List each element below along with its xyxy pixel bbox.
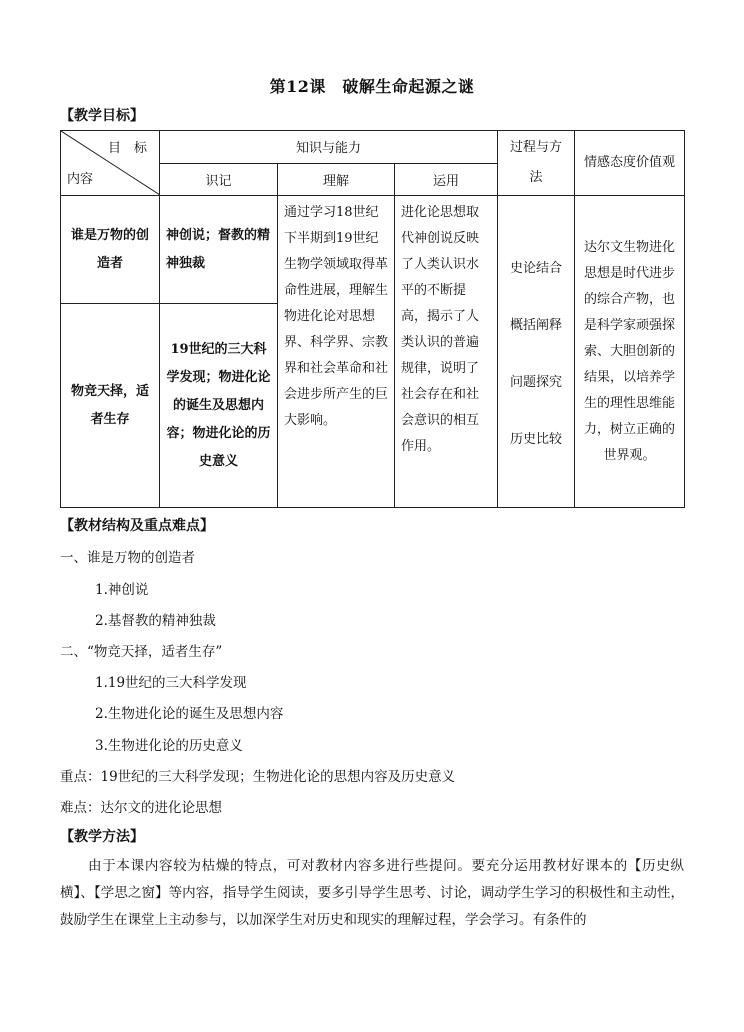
process-item: 问题探究 [510,374,563,390]
corner-cell [61,131,160,196]
section-structure-heading: 【教材结构及重点难点】 [60,518,214,534]
header-knowledge: 知识与能力 [160,131,498,164]
sub-remember: 识记 [160,163,278,196]
teaching-goals-table [60,130,685,508]
understand-cell: 通过学习18世纪下半期到19世纪生物学领域取得革命性进展，理解生物进化论对思想界、科学界、宗教界和社会革命和社会进步所产生的巨大影响。 [278,196,395,508]
key-point: 重点：19世纪的三大科学发现；生物进化论的思想内容及历史意义 [60,769,456,785]
corner-top-label: 目 标 [107,141,147,156]
corner-bottom-label: 内容 [67,172,94,187]
method-paragraph: 由于本课内容较为枯燥的特点，可对教材内容多进行些提问。要充分运用教材好课本的【历史纵横】、【学思之窗】等内容，指导学生阅读，要多引导学生思考、讨论，调动学生学习的积极性和主动性，鼓励学生在课堂上主动参与，以加深学生对历史和现实的理解过程，学会学习。有条件的 [60,858,684,928]
outline-item: 一、谁是万物的创造者 [60,550,195,566]
emotion-cell: 达尔文生物进化思想是时代进步的综合产物，也是科学家顽强探索、大胆创新的结果，以培养学生的理性思维能力，树立正确的世界观。 [575,196,685,508]
section-goals-heading: 【教学目标】 [60,108,144,124]
header-process: 过程与方法 [498,131,575,196]
outline-item: 二、“物竞天择，适者生存” [60,644,223,660]
row1-content: 谁是万物的创造者 [61,196,160,304]
outline-item: 2.基督教的精神独裁 [95,613,216,629]
row2-content: 物竞天择，适者生存 [61,304,160,508]
process-item: 概括阐释 [510,317,563,333]
row1-remember: 神创说；督教的精神独裁 [160,196,278,304]
apply-cell: 进化论思想取代神创说反映了人类认识水平的不断提高，揭示了人类认识的普遍规律，说明了社会存在和社会意识的相互作用。 [395,196,498,508]
lesson-title: 第12课 破解生命起源之谜 [269,77,475,96]
difficult-point: 难点：达尔文的进化论思想 [60,800,222,816]
section-method-heading: 【教学方法】 [60,829,144,845]
process-cell [498,196,575,508]
outline-item: 1.19世纪的三大科学发现 [95,675,247,691]
outline-item: 1.神创说 [95,582,149,598]
outline-item: 2.生物进化论的诞生及思想内容 [95,706,284,722]
process-item: 史论结合 [510,260,563,276]
sub-apply: 运用 [395,163,498,196]
row2-remember: 19世纪的三大科学发现；物进化论的诞生及思想内容；物进化论的历史意义 [160,304,278,508]
sub-understand: 理解 [278,163,395,196]
outline-item: 3.生物进化论的历史意义 [95,738,243,754]
header-emotion: 情感态度价值观 [575,131,685,196]
process-item: 历史比较 [510,431,563,447]
